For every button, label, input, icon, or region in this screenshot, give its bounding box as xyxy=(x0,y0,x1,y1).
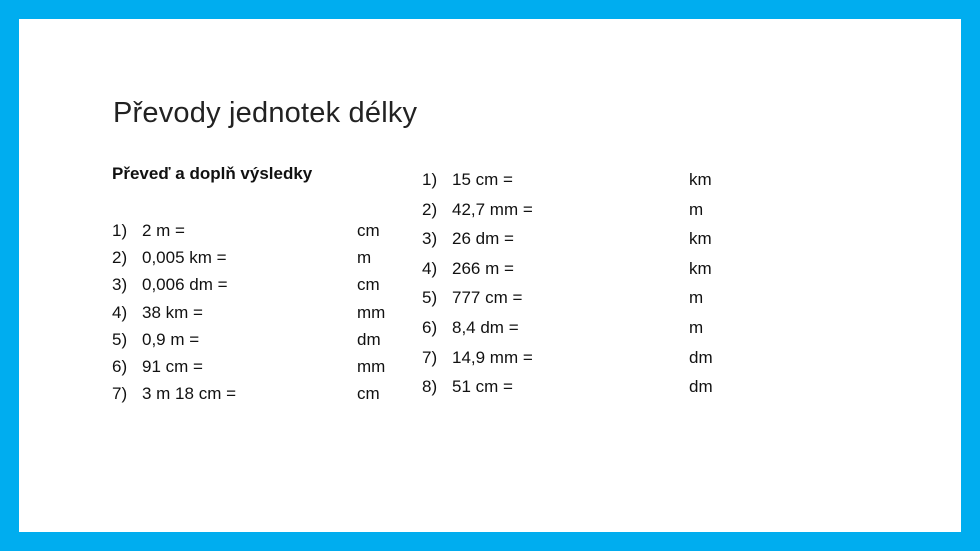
item-number: 4) xyxy=(422,258,438,278)
item-target-unit: dm xyxy=(689,377,713,397)
item-expression: 26 dm = xyxy=(452,229,514,249)
item-target-unit: cm xyxy=(357,275,380,295)
item-target-unit: m xyxy=(357,248,372,268)
item-target-unit: dm xyxy=(689,347,713,367)
item-number: 1) xyxy=(112,221,128,240)
item-expression: 15 cm = xyxy=(452,170,513,189)
item-target-unit: m xyxy=(689,288,704,308)
item-number: 2) xyxy=(422,199,438,219)
item-target-unit: m xyxy=(689,199,704,219)
item-target-unit: mm xyxy=(357,302,386,322)
item-expression: 777 cm = xyxy=(452,288,523,308)
page-title: Převody jednotek délky xyxy=(113,97,418,129)
item-number: 4) xyxy=(112,302,128,322)
item-expression: 14,9 mm = xyxy=(452,347,533,367)
item-number: 7) xyxy=(112,384,128,404)
item-expression: 0,9 m = xyxy=(142,329,200,349)
item-number: 2) xyxy=(112,248,128,268)
item-number: 6) xyxy=(112,356,128,376)
item-expression: 91 cm = xyxy=(142,356,203,376)
instruction-heading: Převeď a doplň výsledky xyxy=(112,164,313,183)
item-expression: 8,4 dm = xyxy=(452,317,519,337)
item-target-unit: mm xyxy=(357,356,386,376)
item-target-unit: km xyxy=(689,258,712,278)
item-number: 7) xyxy=(422,347,438,367)
item-expression: 266 m = xyxy=(452,258,514,278)
item-expression: 42,7 mm = xyxy=(452,199,533,219)
item-expression: 3 m 18 cm = xyxy=(142,384,237,404)
item-expression: 51 cm = xyxy=(452,377,513,397)
item-expression: 38 km = xyxy=(142,302,203,322)
item-expression: 0,006 dm = xyxy=(142,275,228,295)
item-number: 5) xyxy=(112,329,128,349)
item-target-unit: dm xyxy=(357,329,381,349)
item-target-unit: cm xyxy=(357,384,380,404)
item-target-unit: m xyxy=(689,317,704,337)
item-number: 5) xyxy=(422,288,438,308)
slide xyxy=(19,19,961,532)
item-number: 6) xyxy=(422,317,438,337)
item-target-unit: cm xyxy=(357,221,380,240)
item-target-unit: km xyxy=(689,170,712,189)
item-target-unit: km xyxy=(689,229,712,249)
item-number: 3) xyxy=(112,275,128,295)
item-expression: 2 m = xyxy=(142,221,185,240)
item-number: 3) xyxy=(422,229,438,249)
item-number: 8) xyxy=(422,377,438,397)
item-expression: 0,005 km = xyxy=(142,248,227,268)
item-number: 1) xyxy=(422,170,438,189)
